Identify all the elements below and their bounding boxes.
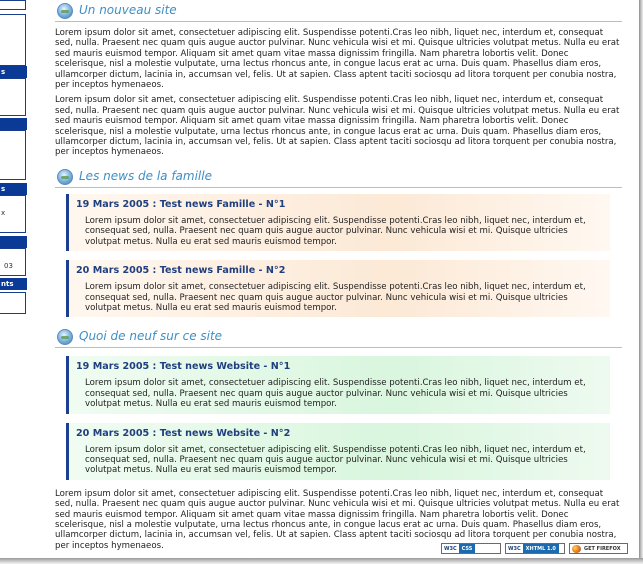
globe-icon <box>57 329 73 345</box>
news-title[interactable]: 20 Mars 2005 : Test news Website - N°2 <box>76 427 291 439</box>
sidebar-menu-item[interactable]: nts <box>0 278 27 290</box>
badge-value: CSS <box>459 544 476 553</box>
news-item <box>66 423 610 480</box>
sidebar-box <box>0 292 26 314</box>
section-header-nouveau <box>55 0 622 22</box>
sidebar-box <box>0 14 26 66</box>
paragraph: Lorem ipsum dolor sit amet, consectetuer adipiscing elit. Suspendisse potenti.Cras leo nibh, liquet nec, interdum et, consequat sed, nulla. Praesent nec quam quis augue auctor pulvinar. Nunc vehicula wisi et mi. Quisque ultricies volutpat metus. Nulla eu erat sed mauris euismod tempor. Aliquam sit amet quam vitae massa dignissim fringilla. Nam pharetra lobortis velit. Donec scelerisque, nisl a molestie vulputate, urna lectus rhoncus ante, in congue lacus erat ac urna. Duis quam. Phasellus diam eros, ullamcorper dictum, lacinia in, accumsan vel, felis. Ut at sapien. Class aptent taciti sociosqu ad litora torquent per conubia nostra, per inceptos hymenaeos. <box>55 95 620 158</box>
news-body: Lorem ipsum dolor sit amet, consectetuer adipiscing elit. Suspendisse potenti.Cras leo nibh, liquet nec, interdum et, consequat sed, nulla. Praesent nec quam quis augue auctor pulvinar. Nunc vehicula wisi et mi. Quisque ultricies volutpat metus. Nulla eu erat sed mauris euismod tempor. <box>85 282 586 313</box>
sidebar-menu-item[interactable]: s <box>0 183 27 195</box>
sidebar-menu-item[interactable] <box>0 236 27 248</box>
badge-label: W3C <box>508 546 521 552</box>
news-item <box>66 260 610 317</box>
get-firefox-badge[interactable] <box>569 543 628 554</box>
news-title[interactable]: 19 Mars 2005 : Test news Website - N°1 <box>76 361 291 373</box>
badge-label: W3C <box>444 546 457 552</box>
news-title[interactable]: 20 Mars 2005 : Test news Famille - N°2 <box>76 265 286 277</box>
sidebar-text: 03 <box>4 262 13 270</box>
page-shadow <box>0 558 643 564</box>
paragraph: Lorem ipsum dolor sit amet, consectetuer adipiscing elit. Suspendisse potenti.Cras leo nibh, liquet nec, interdum et, consequat sed, nulla. Praesent nec quam quis augue auctor pulvinar. Nunc vehicula wisi et mi. Quisque ultricies volutpat metus. Nulla eu erat sed mauris euismod tempor. Aliquam sit amet quam vitae massa dignissim fringilla. Nam pharetra lobortis velit. Donec scelerisque, nisl a molestie vulputate, urna lectus rhoncus ante, in congue lacus erat ac urna. Duis quam. Phasellus diam eros, ullamcorper dictum, lacinia in, accumsan vel, felis. Ut at sapien. Class aptent taciti sociosqu ad litora torquent per conubia nostra, per inceptos hymenaeos. <box>55 28 620 91</box>
sidebar-box <box>0 130 26 180</box>
main-content <box>55 0 622 556</box>
firefox-icon <box>572 545 581 553</box>
news-body: Lorem ipsum dolor sit amet, consectetuer adipiscing elit. Suspendisse potenti.Cras leo nibh, liquet nec, interdum et, consequat sed, nulla. Praesent nec quam quis augue auctor pulvinar. Nunc vehicula wisi et mi. Quisque ultricies volutpat metus. Nulla eu erat sed mauris euismod tempor. <box>85 378 586 410</box>
w3c-css-badge[interactable] <box>441 543 501 554</box>
badge-value: XHTML 1.0 <box>523 544 559 553</box>
section-header-famille <box>55 166 622 188</box>
sidebar <box>0 0 27 564</box>
globe-icon <box>57 169 73 185</box>
sidebar-menu-item[interactable] <box>0 118 27 130</box>
section-header-website <box>55 326 622 348</box>
news-body: Lorem ipsum dolor sit amet, consectetuer adipiscing elit. Suspendisse potenti.Cras leo nibh, liquet nec, interdum et, consequat sed, nulla. Praesent nec quam quis augue auctor pulvinar. Nunc vehicula wisi et mi. Quisque ultricies volutpat metus. Nulla eu erat sed mauris euismod tempor. <box>85 444 586 476</box>
section-title: Un nouveau site <box>79 3 177 17</box>
news-title[interactable]: 19 Mars 2005 : Test news Famille - N°1 <box>76 198 286 210</box>
paragraph: Lorem ipsum dolor sit amet, consectetuer adipiscing elit. Suspendisse potenti.Cras leo nibh, liquet nec, interdum et, consequat sed, nulla. Praesent nec quam quis augue auctor pulvinar. Nunc vehicula wisi et mi. Quisque ultricies volutpat metus. Nulla eu erat sed mauris euismod tempor. Aliquam sit amet quam vitae massa dignissim fringilla. Nam pharetra lobortis velit. Donec scelerisque, nisl a molestie vulputate, urna lectus rhoncus ante, in congue lacus erat ac urna. Duis quam. Phasellus diam eros, ullamcorper dictum, lacinia in, accumsan vel, felis. Ut at sapien. Class aptent taciti sociosqu ad litora torquent per conubia nostra, per inceptos hymenaeos. <box>55 488 620 551</box>
sidebar-box <box>0 78 26 116</box>
news-item <box>66 356 610 413</box>
sidebar-menu-item[interactable]: s <box>0 66 27 78</box>
section-title: Quoi de neuf sur ce site <box>79 329 223 344</box>
badge-label: GET FIREFOX <box>584 546 621 552</box>
section-title: Les news de la famille <box>79 168 212 183</box>
news-item <box>66 194 610 251</box>
news-body: Lorem ipsum dolor sit amet, consectetuer adipiscing elit. Suspendisse potenti.Cras leo nibh, liquet nec, interdum et, consequat sed, nulla. Praesent nec quam quis augue auctor pulvinar. Nunc vehicula wisi et mi. Quisque ultricies volutpat metus. Nulla eu erat sed mauris euismod tempor. <box>85 215 586 247</box>
w3c-xhtml-badge[interactable] <box>505 543 565 554</box>
sidebar-box <box>0 0 26 10</box>
globe-icon <box>57 3 73 19</box>
sidebar-text: x <box>1 209 6 217</box>
